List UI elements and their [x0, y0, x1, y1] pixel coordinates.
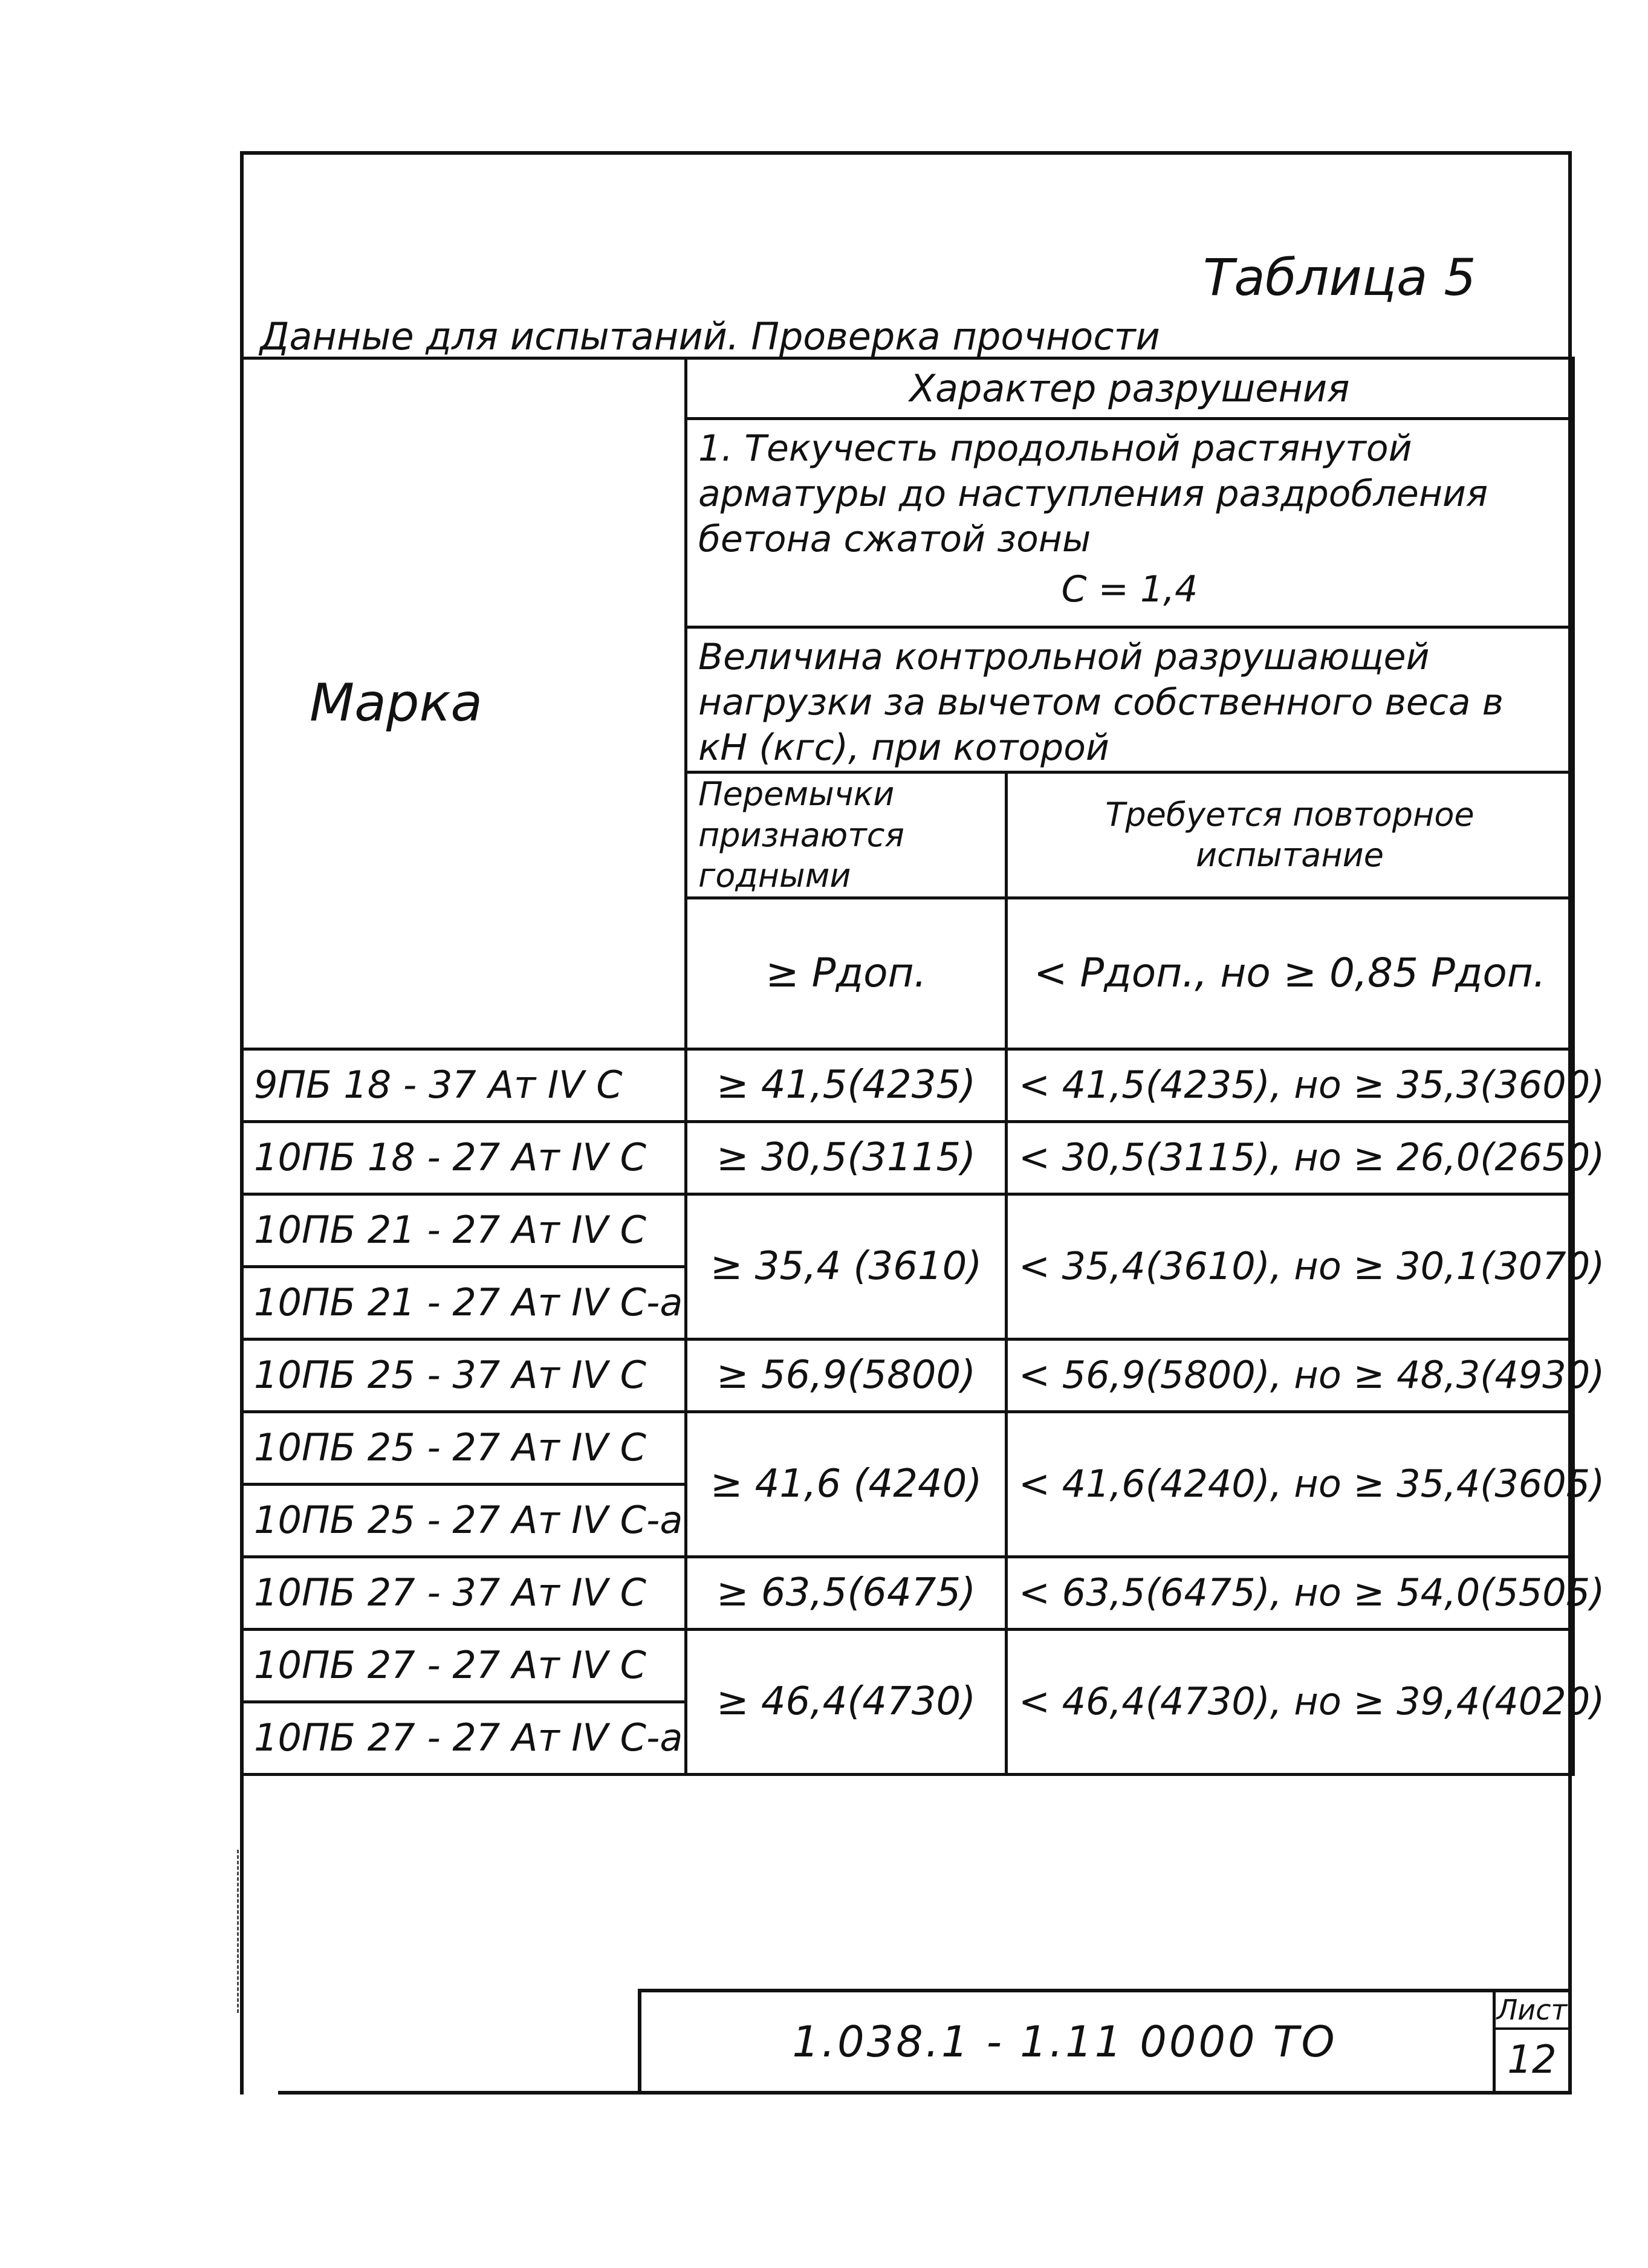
sheet-label: Лист	[1496, 1992, 1568, 2030]
header-retest: Требуется повторное испытание	[1007, 773, 1574, 898]
sheet-number: 12	[1507, 2038, 1557, 2082]
table-row	[242, 1049, 1574, 1121]
table-number: Таблица 5	[1203, 248, 1476, 307]
mark-cell: 10ПБ 21 - 27 Ат IV С	[242, 1194, 686, 1266]
mark-cell: 10ПБ 25 - 27 Ат IV С-а	[242, 1484, 686, 1557]
table-row	[242, 1629, 1574, 1702]
retest-cell: < 41,5(4235), но ≥ 35,3(3600)	[1007, 1049, 1574, 1121]
table-row	[242, 1121, 1574, 1194]
mark-cell: 10ПБ 25 - 37 Ат IV С	[242, 1339, 686, 1411]
accepted-cell: ≥ 56,9(5800)	[686, 1339, 1007, 1411]
table-row	[242, 1339, 1574, 1411]
table-caption: Данные для испытаний. Проверка прочности	[260, 314, 1160, 358]
table-row	[242, 1411, 1574, 1484]
header-failure-mode	[686, 419, 1574, 627]
bottom-rule	[278, 2091, 1572, 2095]
accepted-cell: ≥ 30,5(3115)	[686, 1121, 1007, 1194]
document-code: 1.038.1 - 1.11 0000 ТО	[792, 2017, 1337, 2067]
accepted-cell: ≥ 41,5(4235)	[686, 1049, 1007, 1121]
mark-cell: 10ПБ 21 - 27 Ат IV С-а	[242, 1266, 686, 1339]
failure-mode-text: 1. Текучесть продольной растянутой арматуры до наступления раздробления бетона сжатой зоны	[698, 427, 1488, 560]
header-retest-symbol: < Pдоп., но ≥ 0,85 Pдоп.	[1007, 898, 1574, 1049]
retest-cell: < 63,5(6475), но ≥ 54,0(5505)	[1007, 1557, 1574, 1629]
mark-cell: 10ПБ 18 - 27 Ат IV С	[242, 1121, 686, 1194]
retest-cell: < 41,6(4240), но ≥ 35,4(3605)	[1007, 1411, 1574, 1557]
mark-cell: 9ПБ 18 - 37 Ат IV С	[242, 1049, 686, 1121]
retest-cell: < 30,5(3115), но ≥ 26,0(2650)	[1007, 1121, 1574, 1194]
retest-cell: < 46,4(4730), но ≥ 39,4(4020)	[1007, 1629, 1574, 1774]
c-factor: С = 1,4	[1061, 568, 1198, 611]
accepted-cell: ≥ 35,4 (3610)	[686, 1194, 1007, 1339]
accepted-cell: ≥ 63,5(6475)	[686, 1557, 1007, 1629]
retest-cell: < 56,9(5800), но ≥ 48,3(4930)	[1007, 1339, 1574, 1411]
mark-cell: 10ПБ 27 - 37 Ат IV С	[242, 1557, 686, 1629]
header-accepted-symbol: ≥ Pдоп.	[686, 898, 1007, 1049]
header-failure-character: Характер разрушения	[686, 358, 1574, 419]
accepted-cell: ≥ 46,4(4730)	[686, 1629, 1007, 1774]
header-load-description: Величина контрольной разрушающей нагрузки за вычетом собственного веса в кН (кгс), при которой	[686, 627, 1574, 773]
margin-marks	[237, 1850, 241, 2013]
retest-cell: < 35,4(3610), но ≥ 30,1(3070)	[1007, 1194, 1574, 1339]
mark-cell: 10ПБ 27 - 27 Ат IV С	[242, 1629, 686, 1702]
sheet-box	[1493, 1992, 1568, 2091]
table-row	[242, 1194, 1574, 1266]
mark-cell: 10ПБ 27 - 27 Ат IV С-а	[242, 1702, 686, 1774]
title-block	[638, 1989, 1572, 2095]
accepted-cell: ≥ 41,6 (4240)	[686, 1411, 1007, 1557]
header-accepted: Перемычки признаются годными	[686, 773, 1007, 898]
header-mark: Марка	[242, 358, 686, 1049]
test-data-table	[240, 357, 1605, 1776]
mark-cell: 10ПБ 25 - 27 Ат IV С	[242, 1411, 686, 1484]
table-row	[242, 1557, 1574, 1629]
